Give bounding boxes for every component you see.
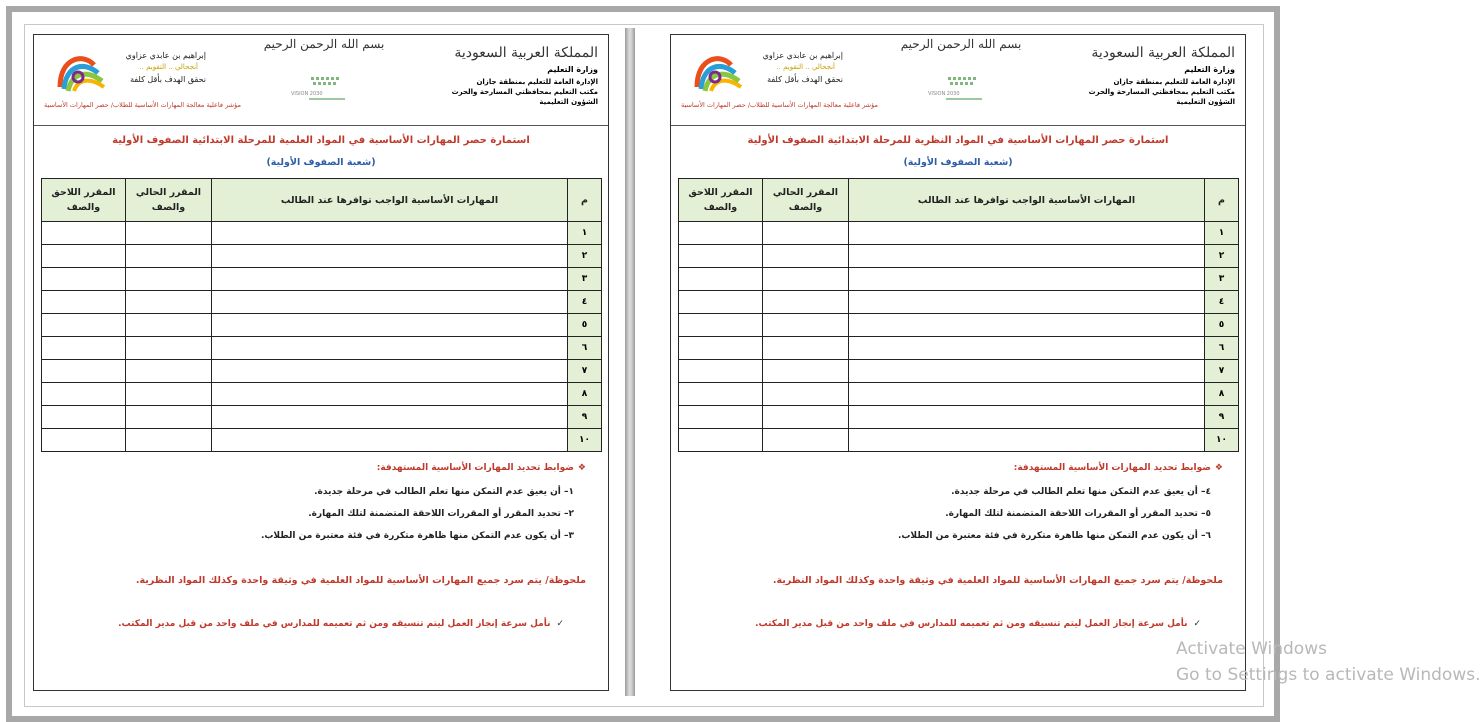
admin-line: مكتب التعليم بمحافظتي المسارحة والحرث [451,88,598,96]
table-row [679,429,1239,452]
row-number: ٦ [568,337,602,360]
row-number: ٢ [1205,245,1239,268]
table-row [679,222,1239,245]
note-deadline [44,619,564,629]
row-number: ٨ [1205,383,1239,406]
form-title: استمارة حصر المهارات الأساسية في المواد النظرية للمرحلة الابتدائية الصفوف الأولية [747,135,1169,146]
row-number: ١ [568,222,602,245]
skill-cell[interactable] [849,360,1205,383]
skill-cell[interactable] [212,222,568,245]
slogan-mid: أنجحالي .. التقويم .. [139,63,198,71]
rule-item: ٤– أن يعيق عدم التمكن منها تعلم الطالب في مرحلة جديدة. [951,487,1211,497]
current-course-cell[interactable] [126,337,212,360]
next-course-cell[interactable] [679,429,763,452]
diamond-bullet-icon: ❖ [577,463,586,473]
row-number: ٤ [568,291,602,314]
next-course-cell[interactable] [679,406,763,429]
col-header-skills: المهارات الأساسية الواجب توافرها عند الطالب [212,179,568,222]
current-course-cell[interactable] [126,268,212,291]
table-row [679,314,1239,337]
form-title: استمارة حصر المهارات الأساسية في المواد العلمية للمرحلة الابتدائية الصفوف الأولية [112,135,530,146]
next-course-cell[interactable] [679,222,763,245]
skill-cell[interactable] [212,337,568,360]
current-course-cell[interactable] [763,268,849,291]
row-number: ١٠ [568,429,602,452]
note-deadline-text: نأمل سرعة إنجاز العمل ليتم تنسيقه ومن ثم تعميمه للمدارس في ملف واحد من قبل مدير المكتب. [118,619,551,629]
page-right [670,34,1246,691]
row-number: ٦ [1205,337,1239,360]
skill-cell[interactable] [849,406,1205,429]
form-subtitle: (شعبة الصفوف الأولية) [903,157,1013,168]
table-row [42,222,602,245]
next-course-cell[interactable] [42,406,126,429]
table-row [679,245,1239,268]
current-course-cell[interactable] [126,383,212,406]
slogan-top: إبراهيم بن عابدي عزاوي [762,51,843,60]
skill-cell[interactable] [849,291,1205,314]
skill-cell[interactable] [212,314,568,337]
skill-cell[interactable] [212,406,568,429]
table-header-row [42,179,602,222]
skills-table [41,178,602,452]
table-row [42,314,602,337]
next-course-cell[interactable] [679,314,763,337]
table-row [42,406,602,429]
diamond-bullet-icon: ❖ [1214,463,1223,473]
current-course-cell[interactable] [763,222,849,245]
row-number: ٣ [1205,268,1239,291]
rule-item: ١– أن يعيق عدم التمكن منها تعلم الطالب في مرحلة جديدة. [314,487,574,497]
kingdom-name: المملكة العربية السعودية [1091,45,1235,61]
row-number: ٧ [1205,360,1239,383]
next-course-cell[interactable] [42,429,126,452]
rules-title [823,463,1223,473]
table-row [679,360,1239,383]
skill-cell[interactable] [212,429,568,452]
row-number: ١٠ [1205,429,1239,452]
checkmark-icon: ✓ [556,619,564,629]
note-deadline [681,619,1201,629]
next-course-cell[interactable] [42,268,126,291]
page-header [34,35,608,126]
table-row [42,268,602,291]
admin-line: مكتب التعليم بمحافظتي المسارحة والحرث [1088,88,1235,96]
skill-cell[interactable] [212,291,568,314]
current-course-cell[interactable] [126,222,212,245]
vision-text: VISION 2030 [928,91,960,97]
admin-lines [1035,77,1235,107]
current-course-cell[interactable] [126,360,212,383]
vision-text: VISION 2030 [291,91,323,97]
watermark-line2: Go to Settings to activate Windows. [1176,665,1481,685]
next-course-cell[interactable] [42,291,126,314]
watermark-line1: Activate Windows [1176,639,1327,659]
row-number: ٥ [568,314,602,337]
next-course-cell[interactable] [42,337,126,360]
current-course-cell[interactable] [126,245,212,268]
ministry-name: وزارة التعليم [1184,65,1235,74]
current-course-cell[interactable] [763,337,849,360]
skill-cell[interactable] [849,383,1205,406]
slogan-bottom: نحقق الهدف بأقل كلفة [130,75,206,84]
row-number: ٩ [568,406,602,429]
skill-cell[interactable] [212,383,568,406]
page-header [671,35,1245,126]
ministry-name: وزارة التعليم [547,65,598,74]
col-header-current: المقرر الحالي والصف [763,179,849,222]
next-course-cell[interactable] [679,337,763,360]
table-row [42,429,602,452]
header-subtitle: مؤشر فاعلية معالجة المهارات الأساسية للطلاب/ حصر المهارات الأساسية [44,101,241,109]
row-number: ٧ [568,360,602,383]
current-course-cell[interactable] [763,291,849,314]
current-course-cell[interactable] [126,429,212,452]
admin-line: الشؤون التعليمية [1176,98,1235,106]
col-header-current: المقرر الحالي والصف [126,179,212,222]
current-course-cell[interactable] [763,314,849,337]
skills-table [678,178,1239,452]
admin-line: الشؤون التعليمية [539,98,598,106]
rule-item: ٣– أن يكون عدم التمكن منها ظاهرة متكررة في فئة معتبرة من الطلاب. [260,531,574,541]
col-header-skills: المهارات الأساسية الواجب توافرها عند الطالب [849,179,1205,222]
skill-cell[interactable] [212,268,568,291]
row-number: ٥ [1205,314,1239,337]
table-body [42,222,602,452]
kingdom-name: المملكة العربية السعودية [454,45,598,61]
activate-windows-watermark [1176,636,1481,688]
skill-cell[interactable] [849,268,1205,291]
row-number: ٨ [568,383,602,406]
next-course-cell[interactable] [679,291,763,314]
admin-line: الإدارة العامة للتعليم بمنطقة جازان [1113,78,1235,86]
next-course-cell[interactable] [679,360,763,383]
row-number: ١ [1205,222,1239,245]
slogan-top: إبراهيم بن عابدي عزاوي [125,51,206,60]
page-gutter [625,28,635,696]
skill-cell[interactable] [212,360,568,383]
rules-title-text: ضوابط تحديد المهارات الأساسية المستهدفة: [376,463,574,473]
rule-item: ٢– تحديد المقرر أو المقررات اللاحقة المتضمنة لتلك المهارة. [308,509,574,519]
current-course-cell[interactable] [763,360,849,383]
next-course-cell[interactable] [679,268,763,291]
table-row [42,360,602,383]
next-course-cell[interactable] [42,383,126,406]
next-course-cell[interactable] [42,314,126,337]
rule-item: ٦– أن يكون عدم التمكن منها ظاهرة متكررة في فئة معتبرة من الطلاب. [897,531,1211,541]
current-course-cell[interactable] [763,406,849,429]
col-header-next: المقرر اللاحق والصف [42,179,126,222]
skill-cell[interactable] [849,429,1205,452]
admin-lines [398,77,598,107]
table-row [679,268,1239,291]
next-course-cell[interactable] [42,222,126,245]
skill-cell[interactable] [849,222,1205,245]
row-number: ٣ [568,268,602,291]
table-row [42,245,602,268]
current-course-cell[interactable] [126,406,212,429]
current-course-cell[interactable] [763,383,849,406]
current-course-cell[interactable] [763,429,849,452]
skill-cell[interactable] [849,314,1205,337]
current-course-cell[interactable] [126,291,212,314]
bismillah: بسم الله الرحمن الرحيم [900,37,1022,51]
col-header-number: م [1205,179,1239,222]
checkmark-icon: ✓ [1193,619,1201,629]
note-text: ملحوظة/ يتم سرد جميع المهارات الأساسية للمواد العلمية في وثيقة واحدة وكذلك المواد النظرية. [135,575,586,586]
next-course-cell[interactable] [679,245,763,268]
slogan-mid: أنجحالي .. التقويم .. [776,63,835,71]
row-number: ٢ [568,245,602,268]
table-body [679,222,1239,452]
admin-line: الإدارة العامة للتعليم بمنطقة جازان [476,78,598,86]
table-row [679,337,1239,360]
table-header-row [679,179,1239,222]
current-course-cell[interactable] [763,245,849,268]
rules-title-text: ضوابط تحديد المهارات الأساسية المستهدفة: [1013,463,1211,473]
skill-cell[interactable] [212,245,568,268]
next-course-cell[interactable] [679,383,763,406]
next-course-cell[interactable] [42,245,126,268]
skill-cell[interactable] [849,337,1205,360]
page-left [33,34,609,691]
table-row [679,291,1239,314]
table-row [42,383,602,406]
skill-cell[interactable] [849,245,1205,268]
next-course-cell[interactable] [42,360,126,383]
table-row [42,337,602,360]
rule-item: ٥– تحديد المقرر أو المقررات اللاحقة المتضمنة لتلك المهارة. [945,509,1211,519]
slogan-bottom: نحقق الهدف بأقل كلفة [767,75,843,84]
rules-title [186,463,586,473]
row-number: ٤ [1205,291,1239,314]
table-row [42,291,602,314]
header-subtitle: مؤشر فاعلية معالجة المهارات الأساسية للطلاب/ حصر المهارات الأساسية [681,101,878,109]
current-course-cell[interactable] [126,314,212,337]
note-text: ملحوظة/ يتم سرد جميع المهارات الأساسية للمواد العلمية في وثيقة واحدة وكذلك المواد النظرية. [772,575,1223,586]
bismillah: بسم الله الرحمن الرحيم [263,37,385,51]
row-number: ٩ [1205,406,1239,429]
table-row [679,406,1239,429]
form-subtitle: (شعبة الصفوف الأولية) [266,157,376,168]
table-row [679,383,1239,406]
col-header-number: م [568,179,602,222]
note-deadline-text: نأمل سرعة إنجاز العمل ليتم تنسيقه ومن ثم تعميمه للمدارس في ملف واحد من قبل مدير المكتب. [755,619,1188,629]
col-header-next: المقرر اللاحق والصف [679,179,763,222]
